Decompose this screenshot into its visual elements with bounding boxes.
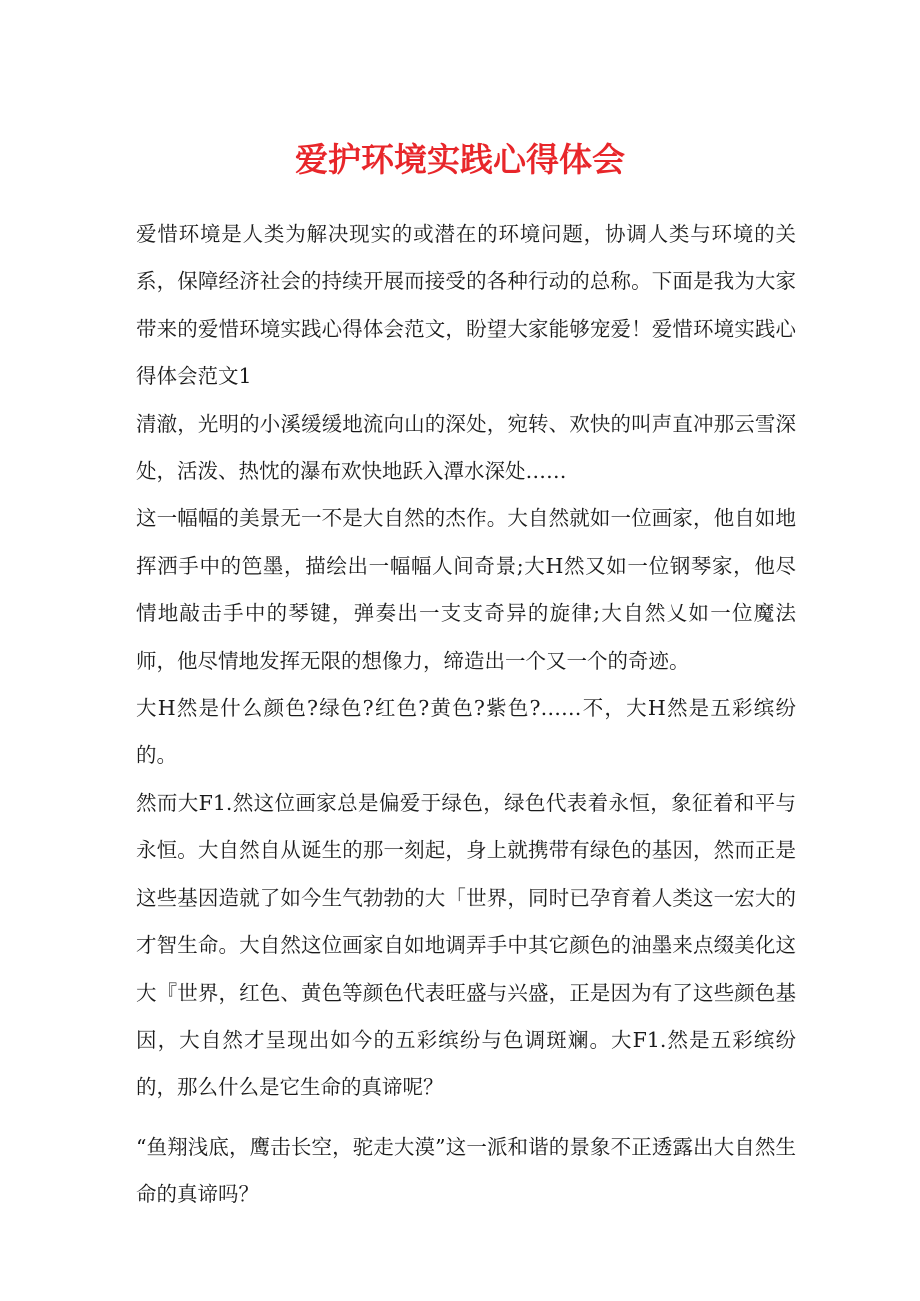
paragraph-stream: 清澈，光明的小溪缓缓地流向山的深处，宛转、欢快的叫声直冲那云雪深处，活泼、热忱的瀑布欢快地跃入潭水深处…… [136,411,796,484]
page-title: 爱护环境实践心得体会 [295,140,625,179]
paragraph-nature-artist: 这一幅幅的美景无一不是大自然的杰作。大自然就如一位画家，他自如地挥洒手中的笆墨，描绘出一幅幅人间奇景;大H然又如一位钢琴家，他尽情地敲击手中的琴键，弹奏出一支支奇异的旋律;大自然乂如一位魔法师，他尽情地发挥无限的想像力，缔造出一个又一个的奇迹。 [136,506,796,673]
paragraph-intro: 爱惜环境是人类为解决现实的或潜在的环境问题，协调人类与环境的关系，保障经济社会的持续开展而接受的各种行动的总称。下面是我为大家带来的爱惜环境实践心得体会范文，盼望大家能够宠爱！爱惜环境实践心得体会范文1 [136,222,796,389]
paragraph-harmony: “鱼翔浅底，鹰击长空，驼走大漠”这一派和谐的景象不正透露出大自然生命的真谛吗？ [136,1134,796,1207]
document-body [136,211,796,1219]
paragraph-green: 然而大F1.然这位画家总是偏爱于绿色，绿色代表着永恒，象征着和平与永恒。大自然自从诞生的那一刻起，身上就携带有绿色的基因，然而正是这些基因造就了如今生气勃勃的大「世界，同时已孕育着人类这一宏大的才智生命。大自然这位画家自如地调弄手中其它颜色的油墨来点缀美化这大『世界，红色、黄色等颜色代表旺盛与兴盛，正是因为有了这些颜色基因，大自然才呈现出如今的五彩缤纷与色调斑斓。大F1.然是五彩缤纷的，那么什么是它生命的真谛呢？ [136,790,796,1100]
paragraph-nature-color: 大H然是什么颜色?绿色?红色?黄色?紫色?……不，大H然是五彩缤纷的。 [136,696,796,768]
